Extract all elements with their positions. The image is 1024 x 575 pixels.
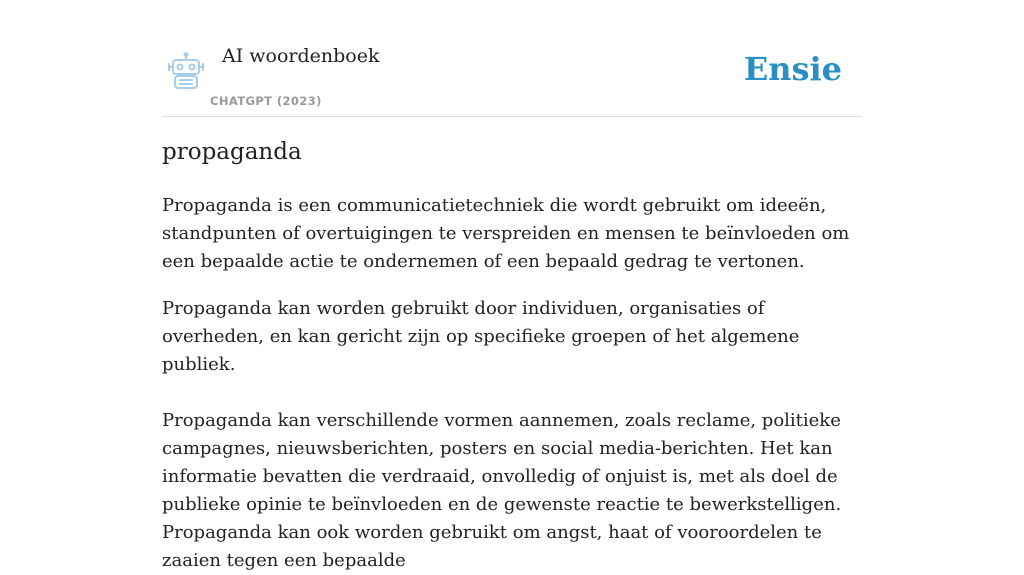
entry-definition — [162, 192, 862, 575]
robot-icon — [166, 52, 206, 90]
definition-paragraph: Propaganda kan worden gebruikt door individuen, organisaties of overheden, en kan gericht zijn op specifieke groepen of het algemene publiek. — [162, 298, 800, 375]
definition-paragraph: Propaganda kan verschillende vormen aannemen, zoals reclame, politieke campagnes, nieuwsberichten, posters en social media-berichten. Het kan informatie bevatten die verdraaid, onvolledig of onjuist is, met als doel de publieke opinie te beïnvloeden en de gewenste reactie te bewerkstelligen. Propaganda kan ook worden gebruikt om angst, haat of vooroordelen te zaaien tegen een bepaalde — [162, 410, 842, 571]
site-title[interactable]: AI woordenboek — [222, 45, 380, 67]
brand-logo[interactable]: Ensie — [743, 50, 842, 88]
definition-paragraph: Propaganda is een communicatietechniek die wordt gebruikt om ideeën, standpunten of overtuigingen te verspreiden en mensen te beïnvloeden om een bepaalde actie te ondernemen of een bepaald gedrag te vertonen. — [162, 195, 850, 272]
source-label: CHATGPT (2023) — [210, 94, 322, 108]
site-header — [162, 0, 862, 117]
entry-term: propaganda — [162, 139, 302, 165]
